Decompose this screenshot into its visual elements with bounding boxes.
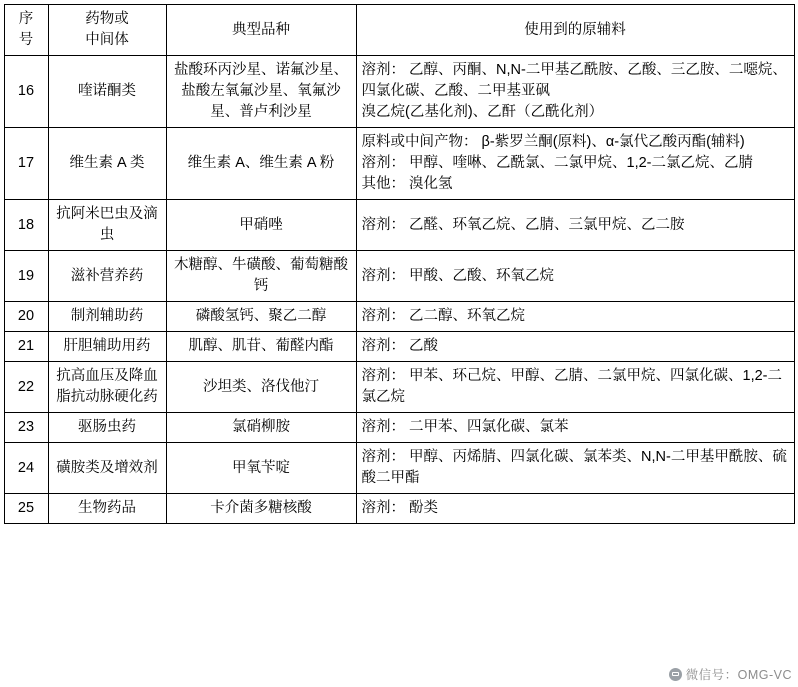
material-line: 其他： 溴化氢: [361, 176, 453, 193]
cell-category: 生物药品: [48, 494, 166, 524]
cell-variety: 沙坦类、洛伐他汀: [166, 362, 356, 413]
cell-seq: 23: [4, 413, 48, 443]
material-line: 溶剂： 酚类: [361, 500, 439, 517]
cell-seq: 16: [4, 56, 48, 128]
material-line: 溶剂： 乙酸: [361, 338, 439, 355]
column-header-category-line1: 药物或: [85, 11, 129, 27]
cell-material: [356, 362, 794, 413]
table-row: [4, 200, 794, 251]
material-line: 溴乙烷(乙基化剂)、乙酐（乙酰化剂）: [361, 104, 604, 121]
material-line: 溶剂： 乙醛、环氧乙烷、乙腈、三氯甲烷、乙二胺: [361, 216, 685, 233]
column-header-seq-line2: 号: [18, 32, 34, 49]
material-line: 溶剂： 二甲苯、四氯化碳、氯苯: [361, 419, 569, 436]
table-header-row: [4, 5, 794, 56]
cell-variety: 肌醇、肌苷、葡醛内酯: [166, 332, 356, 362]
cell-seq: 22: [4, 362, 48, 413]
material-line: 溶剂： 甲苯、环己烷、甲醇、乙腈、二氯甲烷、四氯化碳、1,2-二氯乙烷: [361, 368, 783, 406]
table-row: [4, 443, 794, 494]
cell-category: 滋补营养药: [48, 251, 166, 302]
pharma-raw-material-table: [4, 4, 795, 524]
material-line: 溶剂： 甲醇、喹啉、乙酰氯、二氯甲烷、1,2-二氯乙烷、乙腈: [361, 155, 754, 172]
cell-category: 抗阿米巴虫及滴虫: [48, 200, 166, 251]
material-line: 原料或中间产物： β-紫罗兰酮(原料)、α-氯代乙酸丙酯(辅料): [361, 134, 745, 151]
wechat-icon: [669, 668, 682, 681]
cell-seq: 17: [4, 128, 48, 200]
table-body: [4, 5, 794, 524]
cell-category: 制剂辅助药: [48, 302, 166, 332]
cell-seq: 21: [4, 332, 48, 362]
cell-variety: 木糖醇、牛磺酸、葡萄糖酸钙: [166, 251, 356, 302]
cell-category: 磺胺类及增效剂: [48, 443, 166, 494]
cell-variety: 氯硝柳胺: [166, 413, 356, 443]
column-header-category-line2: 中间体: [85, 32, 129, 49]
column-header-variety: 典型品种: [166, 5, 356, 56]
cell-material: [356, 200, 794, 251]
cell-variety: 维生素 A、维生素 A 粉: [166, 128, 356, 200]
watermark-text: 微信号：OMG-VC: [685, 668, 792, 682]
cell-seq: 24: [4, 443, 48, 494]
cell-category: 喹诺酮类: [48, 56, 166, 128]
cell-variety: 盐酸环丙沙星、诺氟沙星、盐酸左氧氟沙星、氧氟沙星、普卢利沙星: [166, 56, 356, 128]
cell-category: 驱肠虫药: [48, 413, 166, 443]
table-row: [4, 413, 794, 443]
table-row: [4, 494, 794, 524]
column-header-material: 使用到的原辅料: [356, 5, 794, 56]
cell-seq: 25: [4, 494, 48, 524]
cell-material: [356, 443, 794, 494]
column-header-seq-line1: 序: [18, 11, 34, 27]
material-line: 溶剂： 甲醇、丙烯腈、四氯化碳、氯苯类、N,N-二甲基甲酰胺、硫酸二甲酯: [361, 449, 787, 487]
cell-material: [356, 413, 794, 443]
table-row: [4, 251, 794, 302]
cell-seq: 20: [4, 302, 48, 332]
cell-material: [356, 128, 794, 200]
table-row: [4, 56, 794, 128]
cell-variety: 甲硝唑: [166, 200, 356, 251]
cell-material: [356, 332, 794, 362]
table-row: [4, 128, 794, 200]
cell-category: 抗高血压及降血脂抗动脉硬化药: [48, 362, 166, 413]
cell-variety: 磷酸氢钙、聚乙二醇: [166, 302, 356, 332]
document-page: [0, 4, 798, 687]
column-header-category: [48, 5, 166, 56]
cell-material: [356, 494, 794, 524]
cell-category: 肝胆辅助用药: [48, 332, 166, 362]
cell-seq: 19: [4, 251, 48, 302]
cell-material: [356, 251, 794, 302]
cell-variety: 甲氧苄啶: [166, 443, 356, 494]
material-line: 溶剂： 乙醇、丙酮、N,N-二甲基乙酰胺、乙酸、三乙胺、二噁烷、四氯化碳、乙酸、二甲基亚砜: [361, 62, 787, 100]
cell-variety: 卡介菌多糖核酸: [166, 494, 356, 524]
material-line: 溶剂： 甲酸、乙酸、环氧乙烷: [361, 267, 555, 284]
table-row: [4, 302, 794, 332]
cell-seq: 18: [4, 200, 48, 251]
material-line: 溶剂： 乙二醇、环氧乙烷: [361, 308, 526, 325]
cell-category: 维生素 A 类: [48, 128, 166, 200]
table-row: [4, 362, 794, 413]
column-header-seq: [4, 5, 48, 56]
cell-material: [356, 302, 794, 332]
watermark: [669, 665, 792, 683]
table-row: [4, 332, 794, 362]
cell-material: [356, 56, 794, 128]
